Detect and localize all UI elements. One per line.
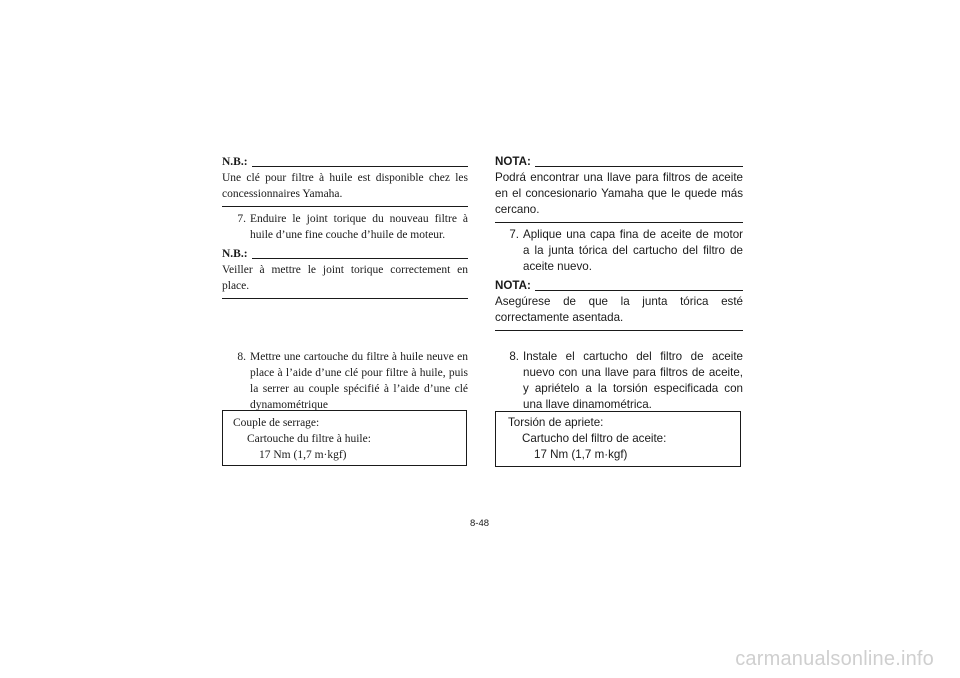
note-end-rule [495, 330, 743, 331]
step-text: Enduire le joint torique du nouveau filtre à huile d’une fine couche d’huile de moteur. [250, 213, 468, 241]
note-block [222, 154, 468, 207]
note-text: Une clé pour filtre à huile est disponible chez les concessionnaires Yamaha. [222, 172, 468, 200]
page-number: 8-48 [470, 518, 490, 529]
step-number: 8. [509, 350, 519, 363]
note-text: Asegúrese de que la junta tórica esté correctamente asentada. [495, 295, 743, 324]
note-end-rule [222, 298, 468, 299]
note-rule [252, 258, 468, 259]
step-text: Instale el cartucho del filtro de aceite nuevo con una llave para filtros de aceite, y apriételo a la torsión especificada con una llave dinamométrica. [523, 350, 743, 411]
note-rule [535, 166, 743, 167]
note-block [495, 154, 743, 223]
step-8 [222, 349, 468, 413]
french-step-8-block [222, 349, 468, 413]
watermark: carmanualsonline.info [735, 648, 934, 670]
note-label: NOTA: [495, 155, 531, 168]
step-number: 8. [237, 351, 246, 363]
step-number: 7. [237, 213, 246, 225]
torque-item: Cartouche du filtre à huile: [247, 433, 371, 445]
torque-title: Torsión de apriete: [508, 416, 604, 429]
note-text: Podrá encontrar una llave para filtros de aceite en el concesionario Yamaha que le quede más cercano. [495, 171, 743, 216]
note-rule [535, 290, 743, 291]
step-7 [222, 211, 468, 243]
french-column [222, 154, 468, 299]
spanish-step-8-block [495, 349, 743, 413]
note-label: NOTA: [495, 279, 531, 292]
step-8 [495, 349, 743, 413]
note-block [222, 246, 468, 299]
step-text: Aplique una capa fina de aceite de motor a la junta tórica del cartucho del filtro de aceite nuevo. [523, 228, 743, 273]
note-text: Veiller à mettre le joint torique correctement en place. [222, 264, 468, 292]
note-block [495, 278, 743, 331]
step-text: Mettre une cartouche du filtre à huile neuve en place à l’aide d’une clé pour filtre à huile, puis la serrer au couple spécifié à l’aide d’une clé dynamométrique [250, 351, 468, 411]
note-header [222, 154, 468, 170]
note-header [495, 154, 743, 170]
note-label: N.B.: [222, 156, 248, 168]
torque-spec-box [222, 410, 467, 466]
spanish-column [495, 154, 743, 331]
torque-value: 17 Nm (1,7 m·kgf) [259, 449, 347, 461]
note-label: N.B.: [222, 248, 248, 260]
torque-title: Couple de serrage: [233, 417, 320, 429]
note-end-rule [495, 222, 743, 223]
note-header [222, 246, 468, 262]
torque-spec-box [495, 411, 741, 467]
torque-item: Cartucho del filtro de aceite: [522, 432, 667, 445]
step-7 [495, 227, 743, 275]
torque-value: 17 Nm (1,7 m·kgf) [534, 448, 628, 461]
note-rule [252, 166, 468, 167]
note-end-rule [222, 206, 468, 207]
step-number: 7. [509, 228, 519, 241]
note-header [495, 278, 743, 294]
